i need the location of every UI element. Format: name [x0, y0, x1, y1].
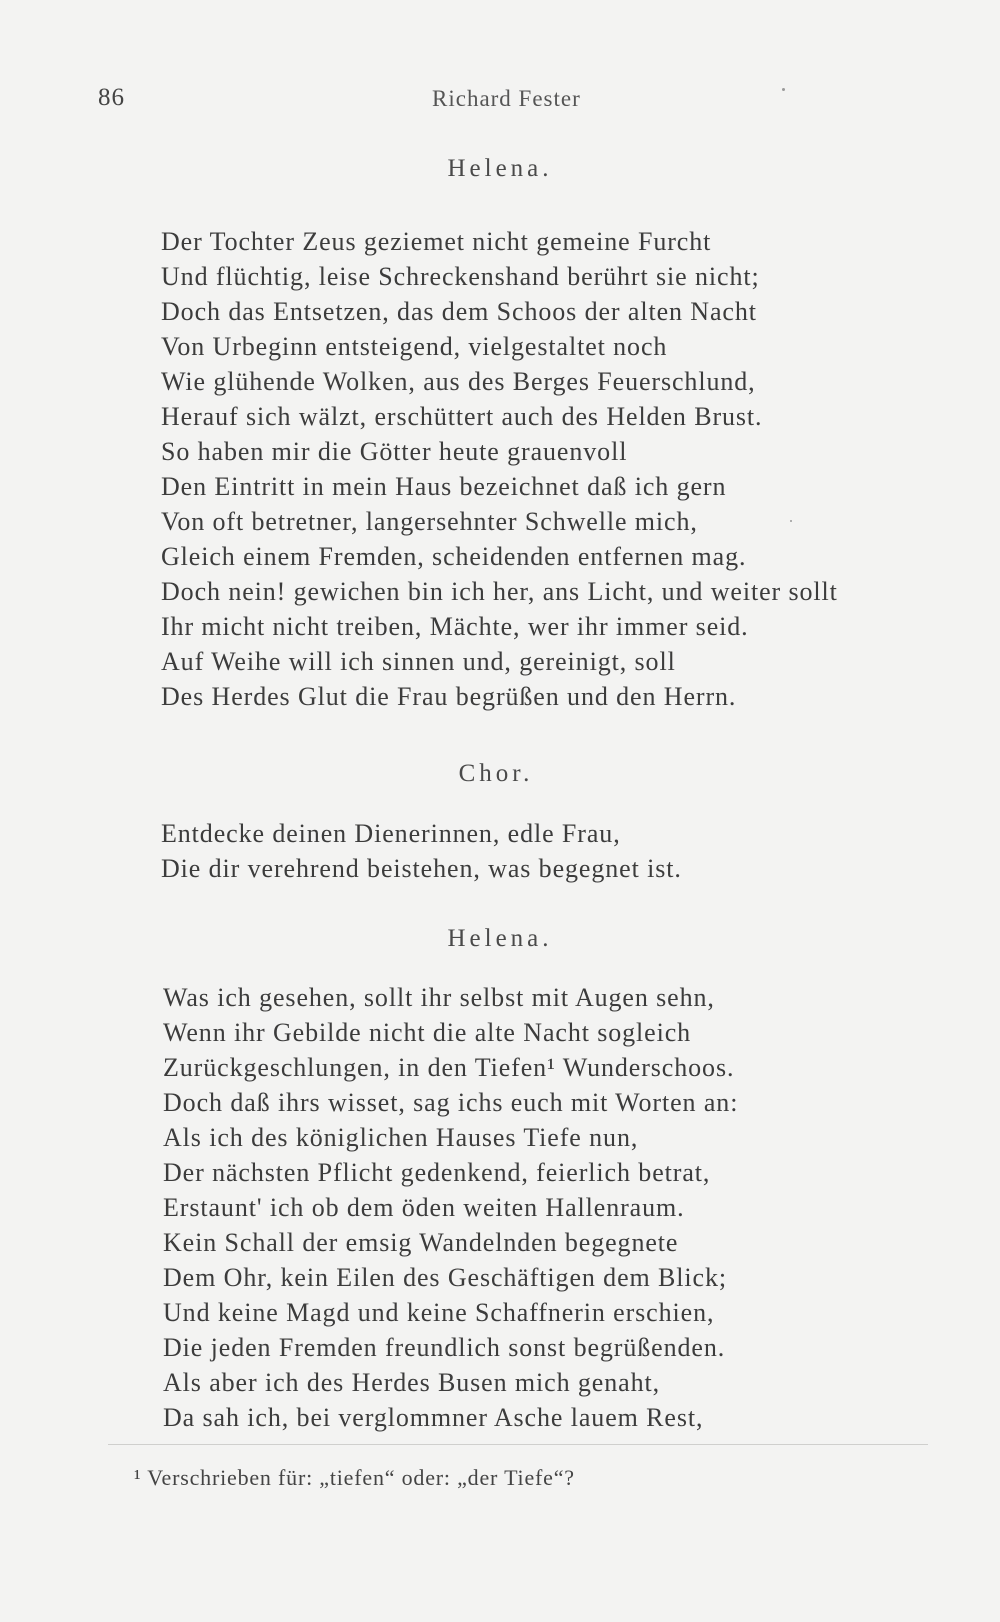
page-header — [98, 84, 898, 116]
running-title: Richard Fester — [432, 86, 581, 111]
print-speck — [790, 520, 792, 522]
verse-line: Ihr micht nicht treiben, Mächte, wer ihr immer seid. — [161, 612, 749, 641]
verse-line: Dem Ohr, kein Eilen des Geschäftigen dem Blick; — [163, 1263, 728, 1292]
verse-line: Der Tochter Zeus geziemet nicht gemeine Furcht — [161, 227, 712, 256]
verse-line: Gleich einem Fremden, scheidenden entfernen mag. — [161, 542, 747, 571]
verse-line: Doch nein! gewichen bin ich her, ans Licht, und weiter sollt — [161, 577, 838, 606]
verse-line: Wenn ihr Gebilde nicht die alte Nacht sogleich — [163, 1018, 692, 1047]
verse-line: Entdecke deinen Dienerinnen, edle Frau, — [161, 819, 621, 848]
verse-line: Da sah ich, bei verglommner Asche lauem Rest, — [163, 1403, 704, 1432]
verse-line: Wie glühende Wolken, aus des Berges Feuerschlund, — [161, 367, 756, 396]
verse-line: Die jeden Fremden freundlich sonst begrüßenden. — [163, 1333, 726, 1362]
print-speck — [782, 88, 785, 91]
verse-line: So haben mir die Götter heute grauenvoll — [161, 437, 628, 466]
verse-line: Die dir verehrend beistehen, was begegnet ist. — [161, 854, 682, 883]
verse-block — [161, 816, 682, 886]
verse-line: Als ich des königlichen Hauses Tiefe nun, — [163, 1123, 639, 1152]
verse-line: Auf Weihe will ich sinnen und, gereinigt, soll — [161, 647, 676, 676]
footnote: ¹ Verschrieben für: „tiefen“ oder: „der Tiefe“? — [134, 1465, 575, 1490]
verse-line: Und keine Magd und keine Schaffnerin erschien, — [163, 1298, 715, 1327]
verse-block — [163, 980, 738, 1435]
verse-line: Kein Schall der emsig Wandelnden begegnete — [163, 1228, 679, 1257]
speaker-heading: Helena. — [447, 155, 553, 182]
verse-line: Der nächsten Pflicht gedenkend, feierlich betrat, — [163, 1158, 711, 1187]
verse-block — [161, 224, 838, 714]
verse-line: Doch daß ihrs wisset, sag ichs euch mit Worten an: — [163, 1088, 739, 1117]
speaker-heading: Chor. — [458, 760, 534, 787]
verse-line: Und flüchtig, leise Schreckenshand berührt sie nicht; — [161, 262, 760, 291]
verse-line: Den Eintritt in mein Haus bezeichnet daß ich gern — [161, 472, 727, 501]
verse-line: Des Herdes Glut die Frau begrüßen und den Herrn. — [161, 682, 737, 711]
verse-line: Herauf sich wälzt, erschüttert auch des Helden Brust. — [161, 402, 763, 431]
page-number: 86 — [98, 84, 125, 111]
verse-line: Erstaunt' ich ob dem öden weiten Hallenraum. — [163, 1193, 685, 1222]
verse-line: Von oft betretner, langersehnter Schwelle mich, — [161, 507, 698, 536]
verse-line: Doch das Entsetzen, das dem Schoos der alten Nacht — [161, 297, 757, 326]
footnote-divider — [108, 1444, 928, 1445]
verse-line: Als aber ich des Herdes Busen mich genaht, — [163, 1368, 661, 1397]
verse-line: Zurückgeschlungen, in den Tiefen¹ Wunderschoos. — [163, 1053, 735, 1082]
speaker-heading: Helena. — [447, 925, 553, 952]
verse-line: Von Urbeginn entsteigend, vielgestaltet noch — [161, 332, 668, 361]
verse-line: Was ich gesehen, sollt ihr selbst mit Augen sehn, — [163, 983, 715, 1012]
